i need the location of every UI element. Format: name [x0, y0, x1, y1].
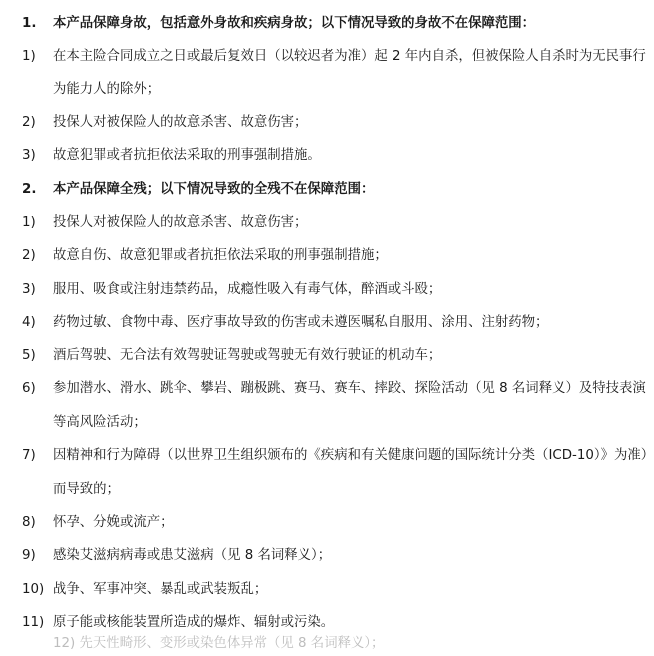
item-number: 9)	[22, 548, 36, 563]
item-number: 10)	[22, 582, 45, 597]
item-text: 感染艾滋病病毒或患艾滋病（见 8 名词释义）；	[53, 548, 332, 563]
item-number: 3)	[22, 282, 36, 297]
item-text: 投保人对被保险人的故意杀害、故意伤害；	[53, 215, 308, 230]
item-number: 1)	[22, 215, 36, 230]
item-number: 8)	[22, 515, 36, 530]
item-text: 原子能或核能装置所造成的爆炸、辐射或污染。	[53, 615, 335, 630]
item-number: 2.	[22, 182, 37, 197]
cut-off-line-text: 12) 先天性畸形、变形或染色体异常（见 8 名词释义）；	[53, 636, 385, 651]
item-number: 2)	[22, 115, 36, 130]
item-text: 战争、军事冲突、暴乱或武装叛乱；	[53, 582, 268, 597]
item-text: 怀孕、分娩或流产；	[53, 515, 174, 530]
item-text: 服用、吸食或注射违禁药品，成瘾性吸入有毒气体，醉酒或斗殴；	[53, 282, 442, 297]
item-text: 参加潜水、滑水、跳伞、攀岩、蹦极跳、赛马、赛车、摔跤、探险活动（见 8 名词释义）及特技表演	[53, 381, 646, 396]
item-text: 等高风险活动；	[53, 415, 147, 430]
item-text: 在本主险合同成立之日或最后复效日（以较迟者为准）起 2 年内自杀，但被保险人自杀时为无民事行	[53, 49, 646, 64]
item-text: 为能力人的除外；	[53, 82, 161, 97]
item-number: 3)	[22, 148, 36, 163]
item-number: 4)	[22, 315, 36, 330]
item-text: 投保人对被保险人的故意杀害、故意伤害；	[53, 115, 308, 130]
item-number: 5)	[22, 348, 36, 363]
cut-off-line	[0, 636, 640, 656]
item-number: 2)	[22, 248, 36, 263]
item-text: 本产品保障身故，包括意外身故和疾病身故；以下情况导致的身故不在保障范围：	[53, 16, 536, 31]
item-text: 而导致的；	[53, 482, 120, 497]
item-number: 6)	[22, 381, 36, 396]
item-text: 因精神和行为障碍（以世界卫生组织颁布的《疾病和有关健康问题的国际统计分类（ICD-10）》为准）	[53, 448, 654, 463]
item-text: 酒后驾驶、无合法有效驾驶证驾驶或驾驶无有效行驶证的机动车；	[53, 348, 442, 363]
item-text: 故意自伤、故意犯罪或者抗拒依法采取的刑事强制措施；	[53, 248, 388, 263]
item-number: 1)	[22, 49, 36, 64]
item-number: 1.	[22, 16, 37, 31]
item-text: 故意犯罪或者抗拒依法采取的刑事强制措施。	[53, 148, 321, 163]
item-number: 7)	[22, 448, 36, 463]
item-text: 本产品保障全残；以下情况导致的全残不在保障范围：	[53, 182, 375, 197]
item-number: 11)	[22, 615, 45, 630]
item-text: 药物过敏、食物中毒、医疗事故导致的伤害或未遵医嘱私自服用、涂用、注射药物；	[53, 315, 549, 330]
